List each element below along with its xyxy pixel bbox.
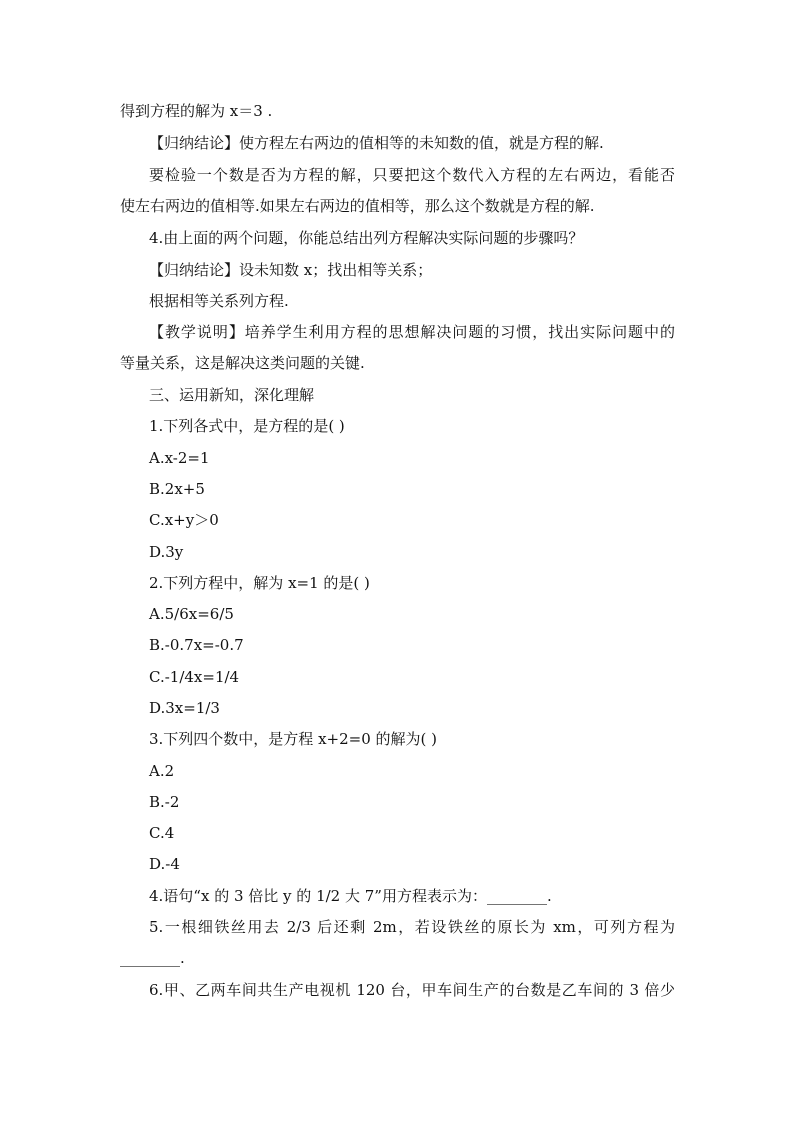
summary-conclusion-line: 【归纳结论】使方程左右两边的值相等的未知数的值，就是方程的解. (149, 134, 604, 152)
option-a: A.5/6x=6/5 (149, 605, 234, 623)
teaching-note-line: 【教学说明】培养学生利用方程的思想解决问题的习惯，找出实际问题中的 (149, 323, 675, 341)
text-line: 等量关系，这是解决这类问题的关键. (120, 354, 365, 372)
summary-conclusion-line: 【归纳结论】设未知数 x；找出相等关系； (149, 261, 433, 279)
text-line: 要检验一个数是否为方程的解，只要把这个数代入方程的左右两边，看能否 (149, 166, 675, 184)
section-heading: 三、运用新知，深化理解 (149, 386, 315, 404)
option-a: A.2 (149, 762, 175, 780)
question-2: 2.下列方程中，解为 x=1 的是( ) (149, 574, 370, 592)
option-d: D.3y (149, 543, 184, 561)
option-c: C.x+y＞0 (149, 511, 219, 529)
answer-blank: ________. (120, 949, 185, 967)
question-3: 3.下列四个数中，是方程 x+2=0 的解为( ) (149, 730, 438, 748)
question-6: 6.甲、乙两车间共生产电视机 120 台，甲车间生产的台数是乙车间的 3 倍少 (149, 981, 675, 999)
option-c: C.4 (149, 824, 175, 842)
question-5: 5.一根细铁丝用去 2/3 后还剩 2m，若设铁丝的原长为 xm，可列方程为 (149, 918, 675, 936)
option-a: A.x-2=1 (149, 449, 210, 467)
question-line: 4.由上面的两个问题，你能总结出列方程解决实际问题的步骤吗？ (149, 229, 584, 247)
option-b: B.-0.7x=-0.7 (149, 636, 244, 654)
question-4: 4.语句“x 的 3 倍比 y 的 1/2 大 7”用方程表示为：________. (149, 887, 552, 905)
question-1: 1.下列各式中，是方程的是( ) (149, 417, 345, 435)
option-d: D.3x=1/3 (149, 699, 220, 717)
text-line: 得到方程的解为 x＝3 . (120, 102, 273, 120)
text-line: 根据相等关系列方程. (149, 292, 289, 310)
text-line: 使左右两边的值相等.如果左右两边的值相等，那么这个数就是方程的解. (120, 197, 595, 215)
option-d: D.-4 (149, 855, 180, 873)
option-c: C.-1/4x=1/4 (149, 668, 240, 686)
option-b: B.2x+5 (149, 480, 205, 498)
option-b: B.-2 (149, 793, 180, 811)
